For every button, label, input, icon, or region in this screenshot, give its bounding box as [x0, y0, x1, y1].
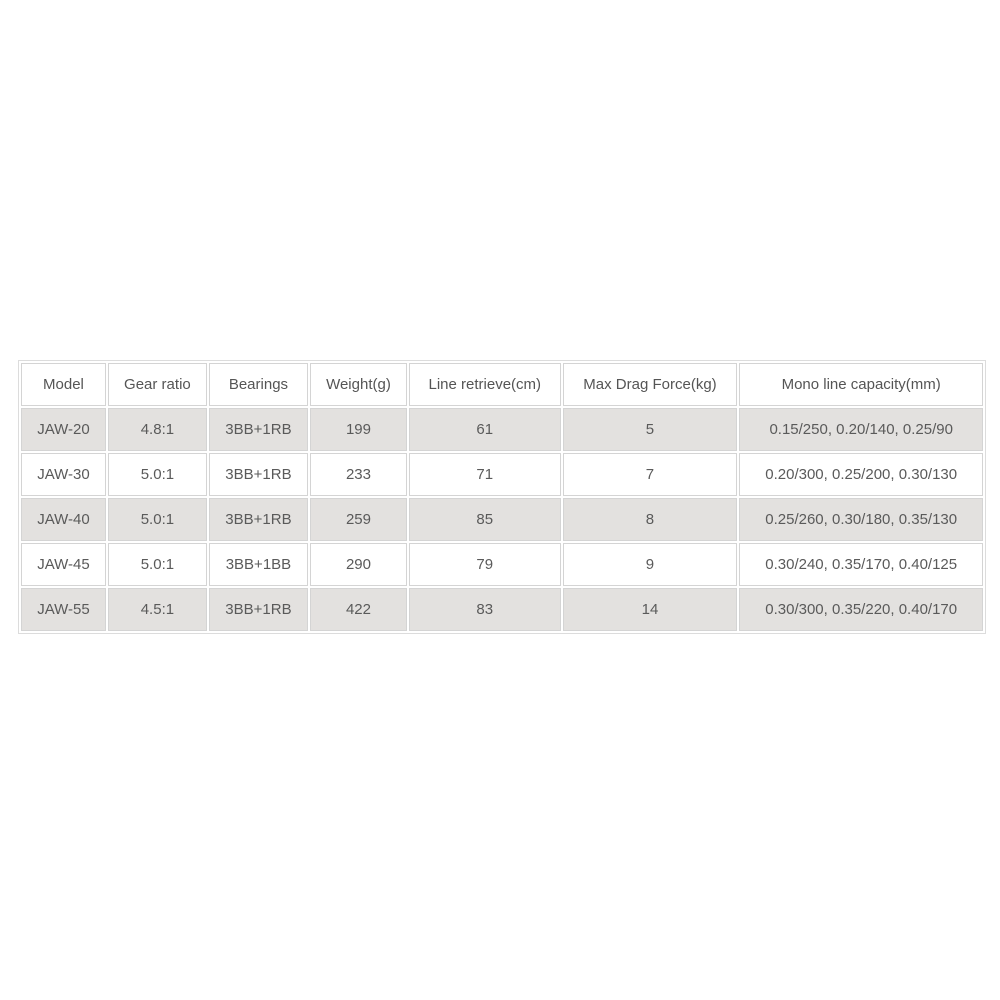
table-row: [21, 408, 983, 451]
header-max-drag-force: Max Drag Force(kg): [563, 363, 738, 406]
cell-bearings: 3BB+1BB: [209, 543, 308, 586]
cell-line-retrieve: 71: [409, 453, 561, 496]
table-header-row: [21, 363, 983, 406]
cell-bearings: 3BB+1RB: [209, 588, 308, 631]
cell-line-retrieve: 83: [409, 588, 561, 631]
cell-gear-ratio: 5.0:1: [108, 498, 207, 541]
table-row: [21, 498, 983, 541]
cell-weight: 422: [310, 588, 407, 631]
cell-line-retrieve: 79: [409, 543, 561, 586]
header-mono-line-capacity: Mono line capacity(mm): [739, 363, 983, 406]
cell-max-drag-force: 5: [563, 408, 738, 451]
cell-bearings: 3BB+1RB: [209, 453, 308, 496]
cell-line-retrieve: 85: [409, 498, 561, 541]
cell-gear-ratio: 4.8:1: [108, 408, 207, 451]
header-bearings: Bearings: [209, 363, 308, 406]
cell-mono-line-capacity: 0.15/250, 0.20/140, 0.25/90: [739, 408, 983, 451]
cell-mono-line-capacity: 0.25/260, 0.30/180, 0.35/130: [739, 498, 983, 541]
header-gear-ratio: Gear ratio: [108, 363, 207, 406]
cell-model: JAW-20: [21, 408, 106, 451]
cell-bearings: 3BB+1RB: [209, 498, 308, 541]
cell-max-drag-force: 8: [563, 498, 738, 541]
cell-gear-ratio: 4.5:1: [108, 588, 207, 631]
table-row: [21, 453, 983, 496]
cell-mono-line-capacity: 0.30/240, 0.35/170, 0.40/125: [739, 543, 983, 586]
spec-table-container: [18, 360, 986, 634]
table-row: [21, 588, 983, 631]
cell-max-drag-force: 14: [563, 588, 738, 631]
cell-weight: 233: [310, 453, 407, 496]
table-row: [21, 543, 983, 586]
cell-mono-line-capacity: 0.30/300, 0.35/220, 0.40/170: [739, 588, 983, 631]
cell-max-drag-force: 7: [563, 453, 738, 496]
cell-mono-line-capacity: 0.20/300, 0.25/200, 0.30/130: [739, 453, 983, 496]
cell-model: JAW-40: [21, 498, 106, 541]
spec-table: [19, 361, 985, 633]
cell-gear-ratio: 5.0:1: [108, 453, 207, 496]
cell-model: JAW-30: [21, 453, 106, 496]
cell-line-retrieve: 61: [409, 408, 561, 451]
cell-bearings: 3BB+1RB: [209, 408, 308, 451]
header-weight: Weight(g): [310, 363, 407, 406]
cell-weight: 199: [310, 408, 407, 451]
cell-weight: 259: [310, 498, 407, 541]
cell-max-drag-force: 9: [563, 543, 738, 586]
cell-model: JAW-55: [21, 588, 106, 631]
cell-gear-ratio: 5.0:1: [108, 543, 207, 586]
cell-weight: 290: [310, 543, 407, 586]
cell-model: JAW-45: [21, 543, 106, 586]
header-line-retrieve: Line retrieve(cm): [409, 363, 561, 406]
header-model: Model: [21, 363, 106, 406]
